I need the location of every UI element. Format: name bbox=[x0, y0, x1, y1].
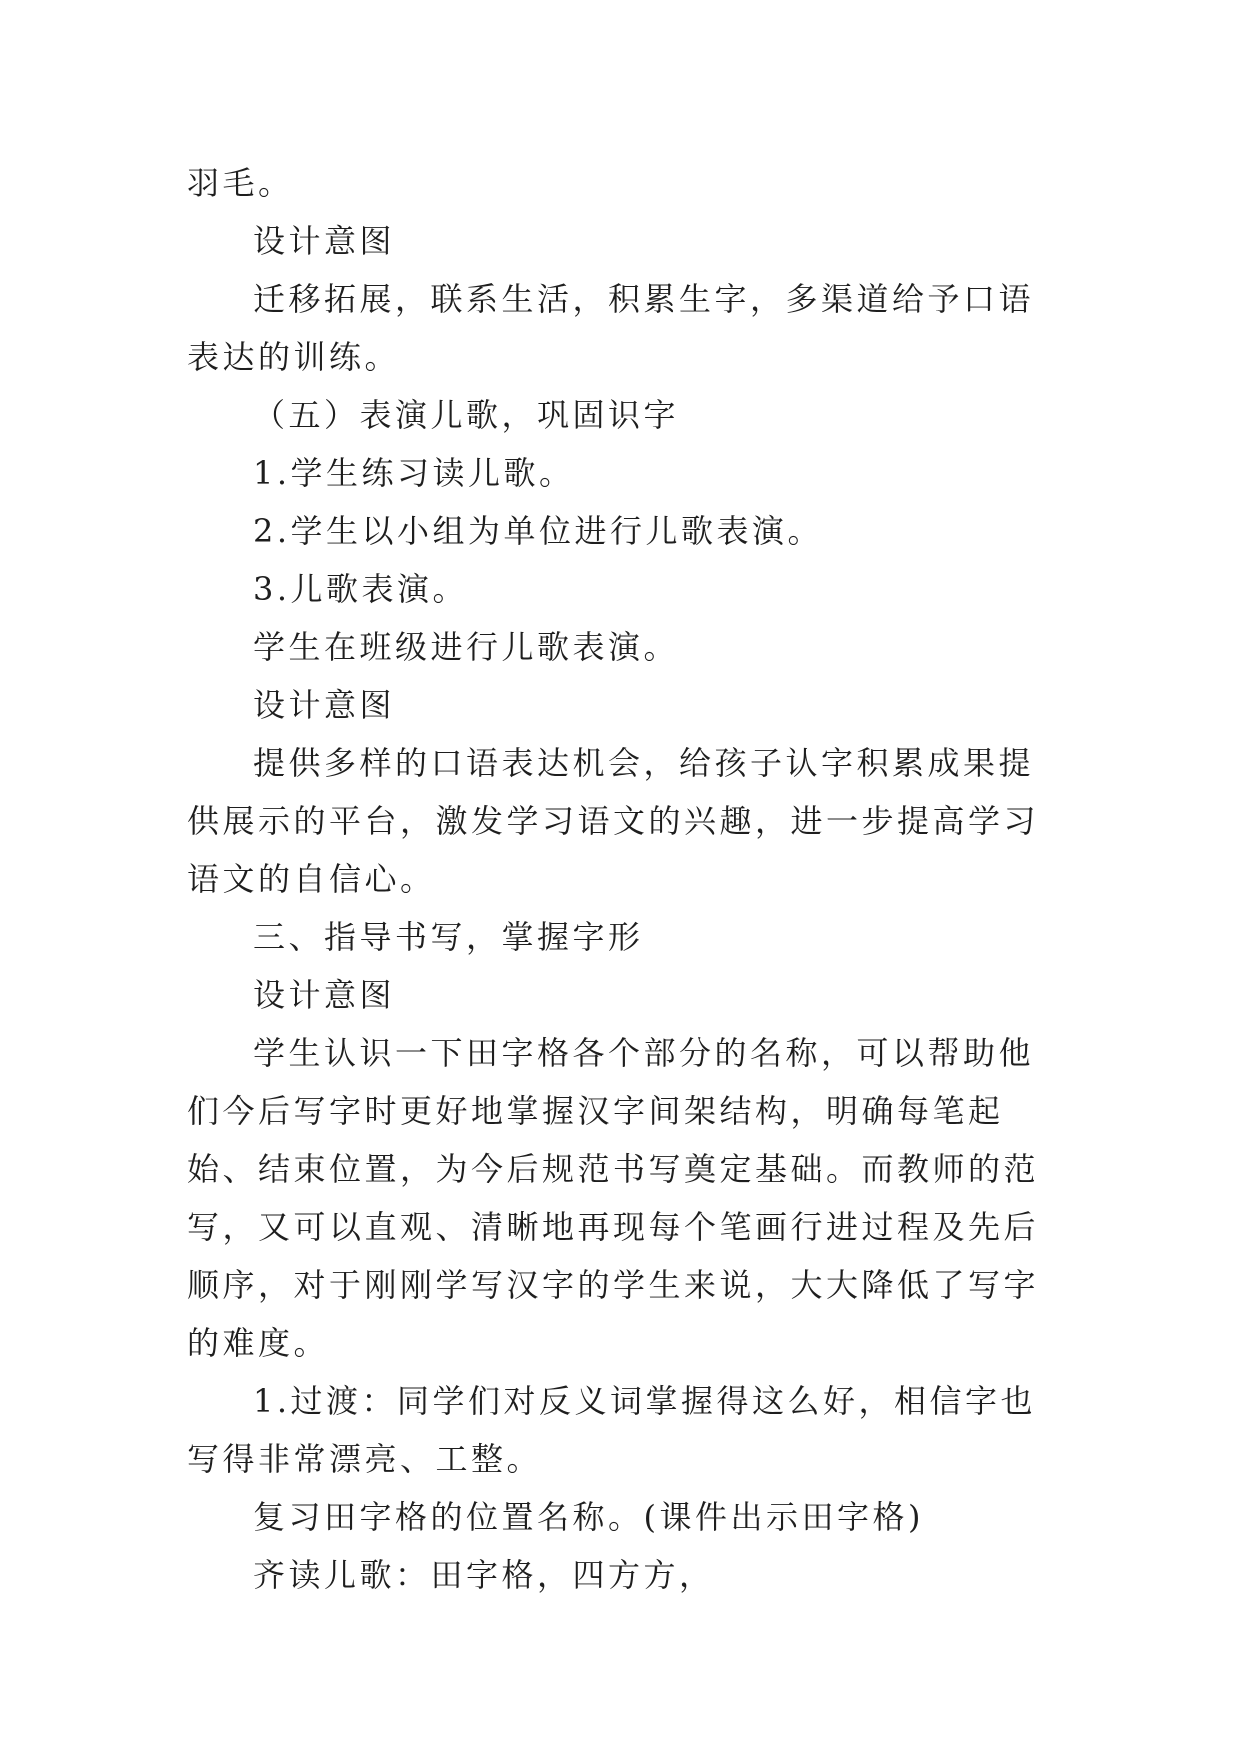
paragraph-design-intent-text: 提供多样的口语表达机会，给孩子认字积累成果提供展示的平台，激发学习语文的兴趣，进一步提高学习语文的自信心。 bbox=[187, 744, 1040, 898]
paragraph-design-intent-text: 学生认识一下田字格各个部分的名称，可以帮助他们今后写字时更好地掌握汉字间架结构，明确每笔起始、结束位置，为今后规范书写奠定基础。而教师的范写，又可以直观、清晰地再现每个笔画行进过程及先后顺序，对于刚刚学写汉字的学生来说，大大降低了写字的难度。 bbox=[187, 1034, 1040, 1362]
paragraph-design-intent-heading: 设计意图 bbox=[253, 222, 396, 260]
list-item-2: 2.学生以小组为单位进行儿歌表演。 bbox=[253, 512, 824, 550]
section-heading-five: （五）表演儿歌，巩固识字 bbox=[253, 396, 680, 434]
paragraph-continuation: 羽毛。 bbox=[187, 164, 294, 202]
list-item-1-transition: 1.过渡：同学们对反义词掌握得这么好，相信字也写得非常漂亮、工整。 bbox=[187, 1382, 1037, 1478]
paragraph-design-intent-heading: 设计意图 bbox=[253, 686, 396, 724]
paragraph-review: 复习田字格的位置名称。(课件出示田字格) bbox=[253, 1498, 924, 1536]
paragraph-design-intent-heading: 设计意图 bbox=[253, 976, 396, 1014]
paragraph-performance: 学生在班级进行儿歌表演。 bbox=[253, 628, 680, 666]
list-item-3: 3.儿歌表演。 bbox=[253, 570, 469, 608]
paragraph-rhyme: 齐读儿歌：田字格，四方方， bbox=[253, 1556, 715, 1594]
section-heading-three: 三、指导书写，掌握字形 bbox=[253, 918, 644, 956]
document-body bbox=[187, 154, 1053, 1604]
list-item-1: 1.学生练习读儿歌。 bbox=[253, 454, 575, 492]
paragraph-design-intent-text: 迁移拓展，联系生活，积累生字，多渠道给予口语表达的训练。 bbox=[187, 280, 1035, 376]
